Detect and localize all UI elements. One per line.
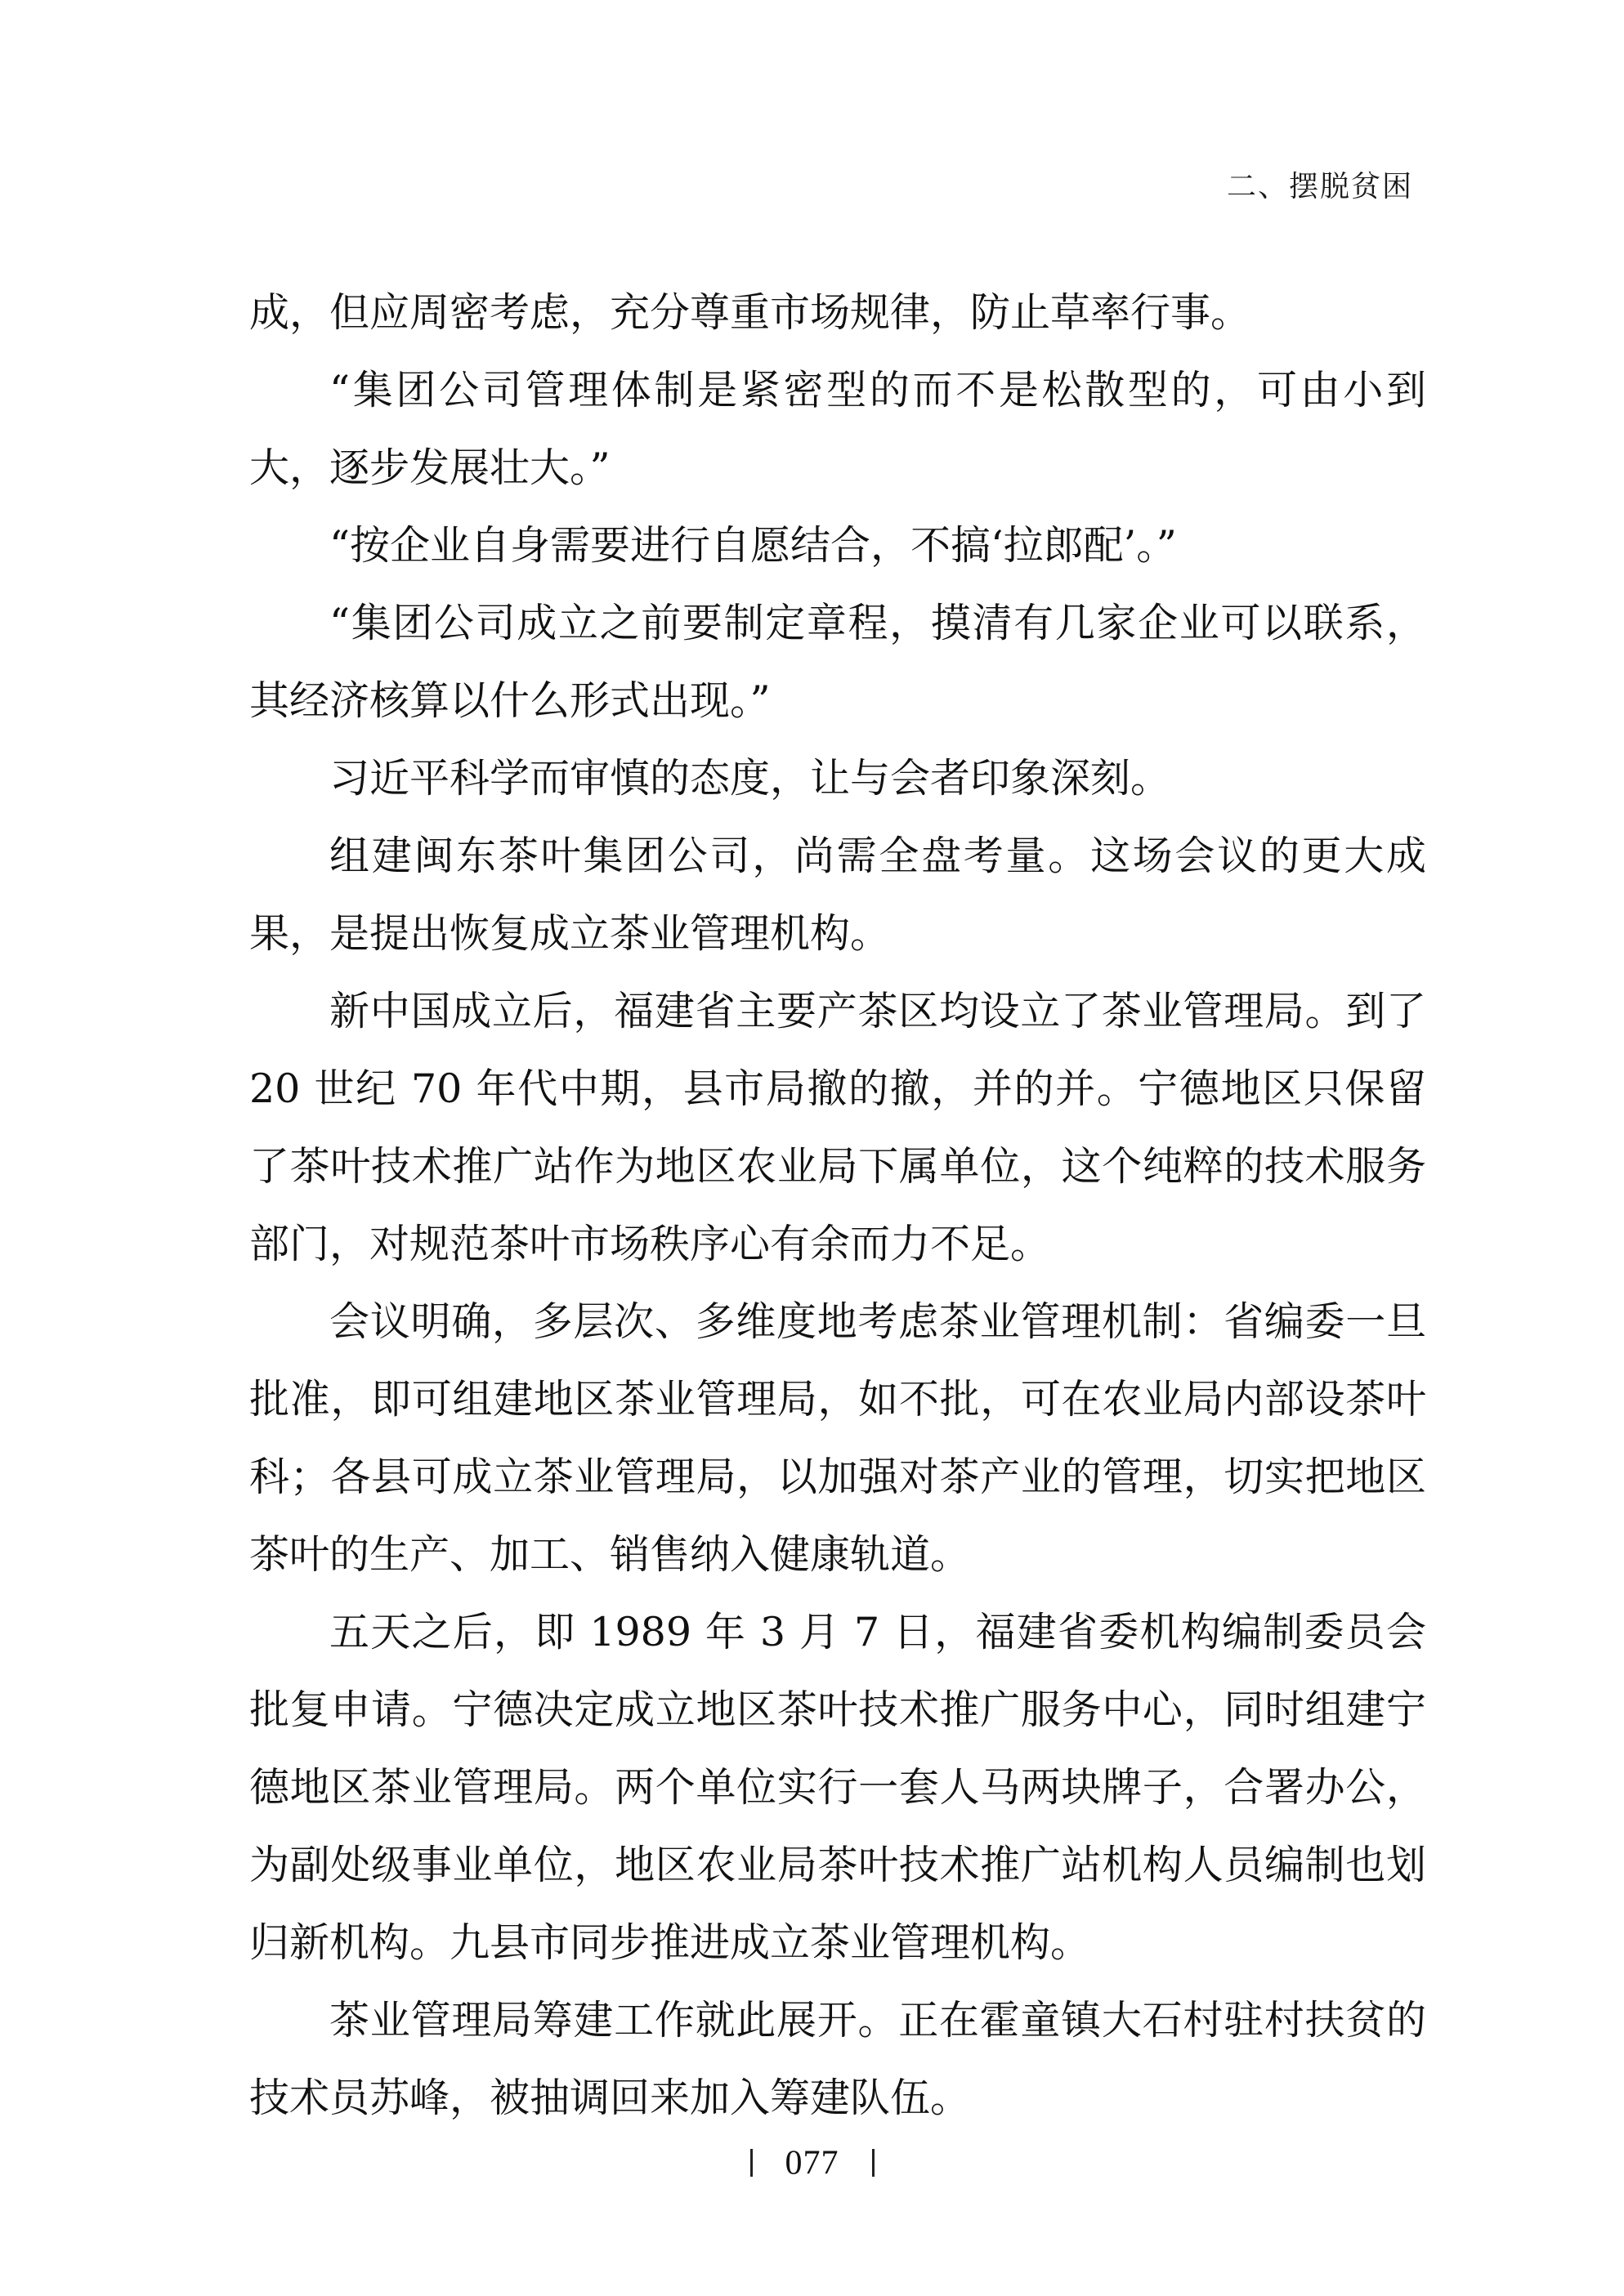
folio-right-rule [872,2149,875,2177]
paragraph: 习近平科学而审慎的态度，让与会者印象深刻。 [329,755,1171,802]
paragraph: 组建闽东茶叶集团公司，尚需全盘考量。这场会议的更大成果，是提出恢复成立茶业管理机构。 [249,833,1426,957]
paragraph: 五天之后，即 1989 年 3 月 7 日，福建省委机构编制委员会批复申请。宁德决定成立地区茶叶技术推广服务中心，同时组建宁德地区茶业管理局。两个单位实行一套人马两块牌子，合署办公，为副处级事业单位，地区农业局茶叶技术推广站机构人员编制也划归新机构。九县市同步推进成立茶业管理机构。 [249,1609,1426,1966]
paragraph: 会议明确，多层次、多维度地考虑茶业管理机制：省编委一旦批准，即可组建地区茶业管理局，如不批，可在农业局内部设茶叶科；各县可成立茶业管理局，以加强对茶产业的管理，切实把地区茶叶的生产、加工、销售纳入健康轨道。 [249,1298,1426,1578]
body-text [249,274,1426,2137]
paragraph: “按企业自身需要进行自愿结合，不搞‘拉郎配’。” [329,522,1177,569]
folio-left-rule [750,2149,753,2177]
page-number-footer [0,2141,1624,2182]
paragraph: “集团公司管理体制是紧密型的而不是松散型的，可由小到大，逐步发展壮大。” [249,367,1426,491]
paragraph: 茶业管理局筹建工作就此展开。正在霍童镇大石村驻村扶贫的技术员苏峰，被抽调回来加入筹建队伍。 [249,1997,1426,2121]
paragraph: 新中国成立后，福建省主要产茶区均设立了茶业管理局。到了 20 世纪 70 年代中期，县市局撤的撤，并的并。宁德地区只保留了茶叶技术推广站作为地区农业局下属单位，这个纯粹的技术服务部门，对规范茶叶市场秩序心有余而力不足。 [249,988,1426,1267]
running-head: 二、摆脱贫困 [1226,170,1413,203]
paragraph: 成，但应周密考虑，充分尊重市场规律，防止草率行事。 [249,289,1251,336]
page-number: 077 [785,2144,839,2182]
paragraph: “集团公司成立之前要制定章程，摸清有几家企业可以联系，其经济核算以什么形式出现。” [249,600,1426,724]
